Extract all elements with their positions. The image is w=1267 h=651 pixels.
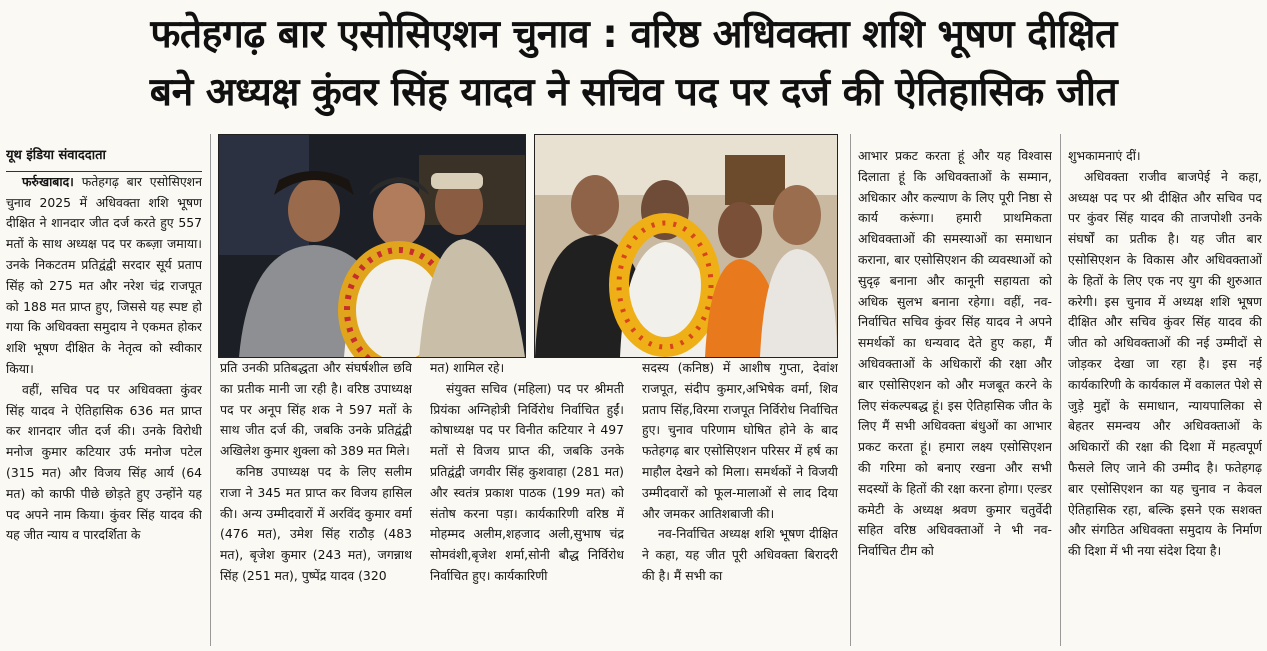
article-column-3 [430, 358, 624, 646]
article-paragraph: संयुक्त सचिव (महिला) पद पर श्रीमती प्रियंका अग्निहोत्री निर्विरोध निर्वाचित हुईं। कोषाध्यक्ष पद पर विनीत कटियार ने 497 मतों से विजय प्राप्त की, जबकि उनके प्रतिद्वंद्वी जगवीर सिंह कुशवाहा (281 मत) और स्वतंत्र प्रकाश पाठक (199 मत) को संतोष करना पड़ा। कार्यकारिणी वरिष्ठ में मोहम्मद अलीम,शहजाद अली,सुभाष चंद्र सोमवंशी,बृजेश शर्मा,सोनी बौद्ध निर्विरोध निर्वाचित हुए। कार्यकारिणी [430, 380, 624, 583]
article-column-1 [6, 146, 202, 646]
article-paragraph: वहीं, सचिव पद पर अधिवक्ता कुंवर सिंह यादव ने ऐतिहासिक 636 मत प्राप्त कर शानदार जीत दर्ज की। उनके विरोधी मनोज कुमार कटियार उर्फ मनोज पटेल (315 मत) और विजय सिंह आर्य (64 मत) को काफी पीछे छोड़ते हुए उन्होंने यह पद अपने नाम किया। कुंवर सिंह यादव की यह जीत न्याय व पारदर्शिता के [6, 381, 202, 543]
column-rule [210, 134, 211, 646]
article-paragraph: शुभकामनाएं दीं। [1068, 148, 1141, 163]
headline [0, 0, 1267, 126]
article-paragraph: नव-निर्वाचित अध्यक्ष शशि भूषण दीक्षित ने कहा, यह जीत पूरी अधिवक्ता बिरादरी की है। मैं सभी का [642, 526, 838, 583]
article-paragraph: अधिवक्ता राजीव बाजपेई ने कहा, अध्यक्ष पद पर श्री दीक्षित और सचिव पद पर कुंवर सिंह यादव की ताजपोशी उनके संघर्षों का प्रतीक है। यह जीत बार एसोसिएशन के विकास और अधिवक्ताओं के हितों के लिए एक नए युग की शुरुआत करेगी। इस चुनाव में अध्यक्ष शशि भूषण दीक्षित और सचिव कुंवर सिंह यादव की जीत को अधिवक्ताओं की नई उम्मीदों से जोड़कर देखा जा रहा है। इस नई कार्यकारिणी के कार्यकाल में वकालत पेशे से जुड़े मुद्दों के समाधान, न्यायपालिका से बेहतर समन्वय और अधिवक्ताओं के अधिकारों की रक्षा की दिशा में महत्वपूर्ण फैसले लिए जाने की उम्मीद है। फतेहगढ़ बार एसोसिएशन का यह चुनाव न केवल ऐतिहासिक रहा, बल्कि इसने एक सशक्त और संगठित अधिवक्ता समुदाय के निर्माण की दिशा में भी नया संदेश दिया है। [1068, 168, 1262, 559]
byline: यूथ इंडिया संवाददाता [6, 146, 202, 172]
article-column-5 [858, 146, 1052, 646]
article-paragraph: सदस्य (कनिष्ठ) में आशीष गुप्ता, देवांश राजपूत, संदीप कुमार,अभिषेक वर्मा, शिव प्रताप सिंह,विरमा राजपूत निर्विरोध निर्वाचित हुए। चुनाव परिणाम घोषित होने के बाद फतेहगढ़ बार एसोसिएशन परिसर में हर्ष का माहौल देखने को मिला। समर्थकों ने विजयी उम्मीदवारों को फूल-मालाओं से लाद दिया और जमकर आतिशबाजी की। [642, 360, 838, 521]
dateline: फर्रुखाबाद। [22, 173, 74, 189]
article-text: फतेहगढ़ बार एसोसिएशन चुनाव 2025 में अधिवक्ता शशि भूषण दीक्षित ने शानदार जीत दर्ज करते हुए 557 मतों के साथ अध्यक्ष पद पर कब्ज़ा जमाया। उनके निकटतम प्रतिद्वंद्वी सरदार सूर्य प्रताप सिंह को 275 मत और नरेश चंद्र राजपूत को 188 मत प्राप्त हुए, जिससे यह स्पष्ट हो गया कि अधिवक्ता समुदाय ने एकमत होकर शशि भूषण दीक्षित के नेतृत्व को स्वीकार किया। [6, 173, 202, 376]
article-paragraph: मत) शामिल रहे। [430, 360, 505, 375]
article-paragraph: कनिष्ठ उपाध्यक्ष पद के लिए सलीम राजा ने 345 मत प्राप्त कर विजय हासिल की। अन्य उम्मीदवारों में अरविंद कुमार वर्मा (476 मत), उमेश सिंह राठौड़ (483 मत), बृजेश कुमार (243 मत), जगन्नाथ सिंह (251 मत), पुष्पेंद्र यादव (320 [220, 463, 412, 583]
photo-secretary-garlanded [534, 134, 838, 358]
photo-president-garlanded [218, 134, 526, 358]
article-paragraph: प्रति उनकी प्रतिबद्धता और संघर्षशील छवि का प्रतीक मानी जा रही है। वरिष्ठ उपाध्यक्ष पद पर अनूप सिंह शक ने 597 मतों के साथ जीत दर्ज की, जबकि उनके प्रतिद्वंद्वी अखिलेश कुमार शुक्ला को 389 मत मिले। [220, 360, 412, 459]
article-column-6 [1068, 146, 1262, 646]
column-rule [850, 134, 851, 646]
article-paragraph: आभार प्रकट करता हूं और यह विश्वास दिलाता हूं कि अधिवक्ताओं के सम्मान, अधिकार और कल्याण के लिए पूरी निष्ठा से कार्य करूंगा। हमारी प्राथमिकता अधिवक्ताओं की समस्याओं का समाधान कराना, बार एसोसिएशन की व्यवस्थाओं को सुदृढ़ बनाना और कानूनी सहायता को अधिक सुलभ बनाना रहेगा। वहीं, नव-निर्वाचित सचिव कुंवर सिंह यादव ने अपने समर्थकों का धन्यवाद देते हुए कहा, मैं अधिवक्ताओं के अधिकारों की रक्षा और बार एसोसिएशन को और मजबूत करने के लिए संकल्पबद्ध हूं। इस ऐतिहासिक जीत के लिए मैं सभी अधिवक्ता बंधुओं का आभार प्रकट करता हूं। हमारा लक्ष्य एसोसिएशन की गरिमा को बनाए रखना और सभी सदस्यों के हितों की रक्षा करना होगा। एल्डर कमेटी के अध्यक्ष श्रवण कुमार चतुर्वेदी सहित वरिष्ठ अधिवक्ताओं ने भी नव-निर्वाचित टीम को [858, 148, 1052, 559]
article-paragraph [6, 172, 202, 380]
headline-line-2: बने अध्यक्ष कुंवर सिंह यादव ने सचिव पद पर दर्ज की ऐतिहासिक जीत [149, 70, 1118, 115]
headline-line-1: फतेहगढ़ बार एसोसिएशन चुनाव : वरिष्ठ अधिवक्ता शशि भूषण दीक्षित [150, 12, 1117, 57]
article-column-4 [642, 358, 838, 646]
article-column-2 [220, 358, 412, 646]
column-rule [1060, 134, 1061, 646]
